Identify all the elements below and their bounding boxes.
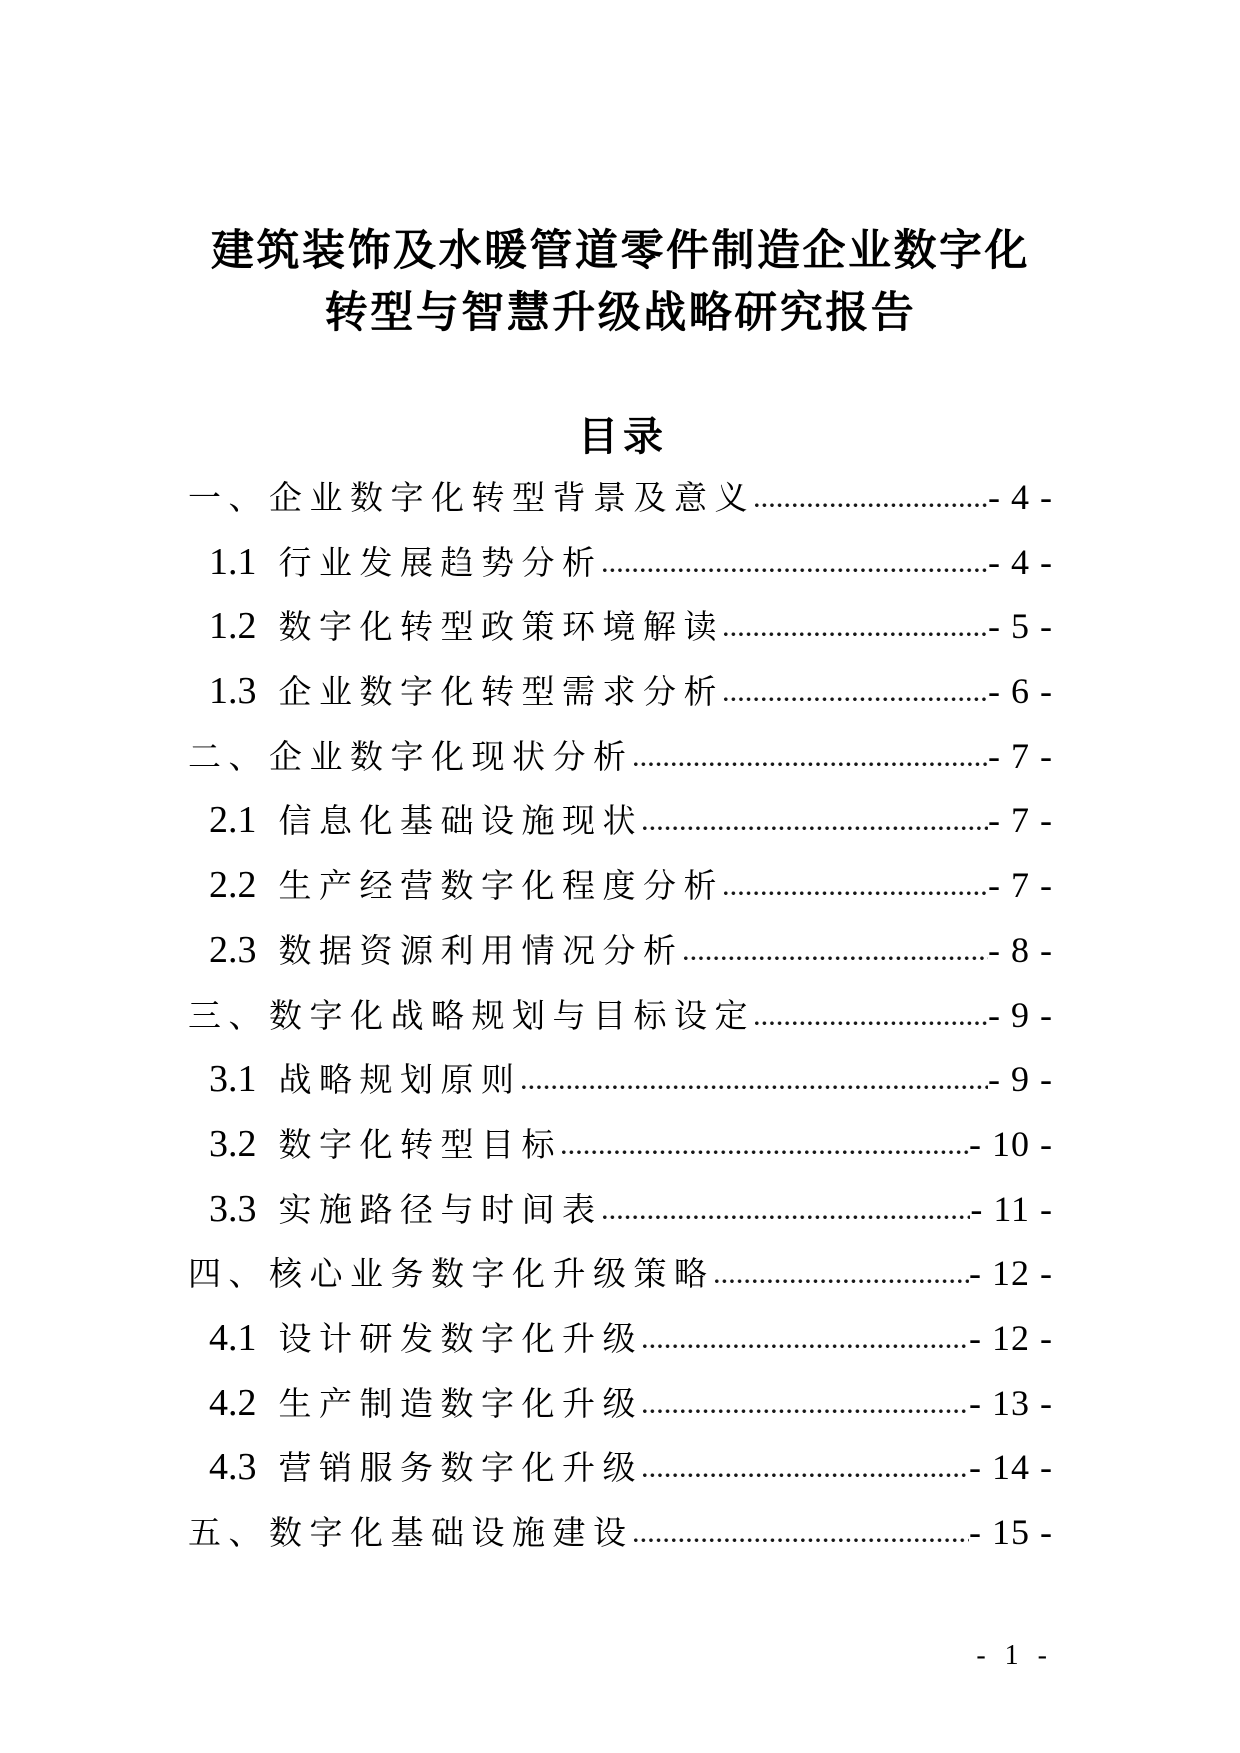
toc-leader-dots <box>684 953 989 962</box>
toc-entry-label <box>209 1306 643 1371</box>
toc-leader-dots <box>562 1147 969 1156</box>
toc-entry-page: - 9 - <box>988 1059 1053 1100</box>
toc-entry-number: 4.1 <box>209 1316 257 1359</box>
toc-entry-number: 4.2 <box>209 1381 257 1424</box>
toc-entry-text: 设计研发数字化升级 <box>278 1321 643 1358</box>
toc-entry-number: 3.2 <box>209 1122 257 1165</box>
toc-entry[interactable] <box>188 1435 1053 1500</box>
toc-entry[interactable] <box>188 1500 1053 1565</box>
toc-entry-page: - 10 - <box>969 1123 1053 1164</box>
document-title-line1: 建筑装饰及水暖管道零件制造企业数字化 <box>211 227 1030 275</box>
toc-leader-dots <box>715 1276 970 1285</box>
toc-entry[interactable] <box>188 594 1053 659</box>
toc-leader-dots <box>643 1341 969 1350</box>
toc-leader-dots <box>724 888 988 897</box>
toc-entry-label <box>188 985 755 1048</box>
toc-leader-dots <box>724 694 988 703</box>
toc-leader-dots <box>603 565 989 574</box>
toc-entry-number: 四、 <box>188 1257 269 1294</box>
toc-leader-dots <box>603 1212 971 1221</box>
toc-entry-text: 企业数字化现状分析 <box>269 739 634 776</box>
toc-entry[interactable] <box>188 465 1053 530</box>
toc-entry[interactable] <box>188 788 1053 853</box>
toc-entry-text: 数据资源利用情况分析 <box>278 933 684 970</box>
toc-entry-page: - 8 - <box>988 929 1053 970</box>
toc-entry-number: 1.3 <box>209 670 257 713</box>
toc-entry-number: 3.1 <box>209 1058 257 1101</box>
toc-entry[interactable] <box>188 659 1053 724</box>
toc-entry-label <box>188 467 755 530</box>
toc-entry-number: 1.2 <box>209 605 257 648</box>
toc-entry-page: - 11 - <box>970 1188 1053 1229</box>
toc-entry-page: - 7 - <box>988 735 1053 776</box>
toc-leader-dots <box>634 1535 970 1544</box>
toc-entry-label <box>209 1371 643 1436</box>
toc-entry-number: 三、 <box>188 998 269 1035</box>
toc-entry-page: - 9 - <box>988 994 1053 1035</box>
toc-entry-text: 营销服务数字化升级 <box>278 1451 643 1488</box>
toc-leader-dots <box>643 1470 969 1479</box>
toc-entry[interactable] <box>188 724 1053 789</box>
toc-leader-dots <box>643 823 988 832</box>
toc-entry-text: 生产经营数字化程度分析 <box>278 869 724 906</box>
toc-entry-number: 4.3 <box>209 1446 257 1489</box>
toc-entry-number: 五、 <box>188 1516 269 1552</box>
toc-entry[interactable] <box>188 1241 1053 1306</box>
toc-entry[interactable] <box>188 983 1053 1048</box>
toc-entry-text: 核心业务数字化升级策略 <box>269 1257 715 1294</box>
toc-entry-label <box>188 1502 634 1565</box>
toc-leader-dots <box>522 1082 989 1091</box>
toc-entry-text: 生产制造数字化升级 <box>278 1386 643 1423</box>
toc-entry-text: 数字化转型政策环境解读 <box>278 610 724 647</box>
toc-leader-dots <box>755 500 988 509</box>
toc-entry[interactable] <box>188 853 1053 918</box>
toc-leader-dots <box>634 759 989 768</box>
toc-entry-label <box>209 1047 522 1112</box>
toc-entry-page: - 4 - <box>988 541 1053 582</box>
page-number-footer: - 1 - <box>976 1639 1053 1671</box>
toc-entry-label <box>209 1177 603 1242</box>
toc-entry-page: - 12 - <box>969 1253 1053 1294</box>
toc-entry-number: 2.3 <box>209 928 257 971</box>
toc-entry-label <box>188 726 634 789</box>
toc-entry-label <box>188 1243 715 1306</box>
toc-entry-label <box>209 853 724 918</box>
toc-entry-text: 企业数字化转型需求分析 <box>278 675 724 712</box>
toc-list <box>188 465 1053 1565</box>
document-title <box>188 220 1053 344</box>
toc-entry[interactable] <box>188 1112 1053 1177</box>
toc-entry-label <box>209 918 684 983</box>
toc-entry-number: 二、 <box>188 739 269 776</box>
toc-entry-page: - 12 - <box>969 1317 1053 1358</box>
toc-entry[interactable] <box>188 1047 1053 1112</box>
toc-entry-number: 2.2 <box>209 864 257 907</box>
toc-entry-number: 2.1 <box>209 799 257 842</box>
toc-leader-dots <box>724 629 988 638</box>
toc-heading: 目录 <box>578 415 668 459</box>
toc-leader-dots <box>755 1018 988 1027</box>
toc-entry-page: - 5 - <box>988 606 1053 647</box>
toc-entry-number: 1.1 <box>209 540 257 583</box>
toc-entry-text: 信息化基础设施现状 <box>278 804 643 841</box>
toc-entry[interactable] <box>188 1177 1053 1242</box>
toc-entry-text: 战略规划原则 <box>278 1063 522 1100</box>
toc-entry-label <box>209 659 724 724</box>
toc-entry-label <box>209 1435 643 1500</box>
toc-entry[interactable] <box>188 918 1053 983</box>
toc-entry-page: - 15 - <box>969 1512 1053 1552</box>
toc-entry-page: - 7 - <box>988 800 1053 841</box>
toc-entry-page: - 14 - <box>969 1447 1053 1488</box>
toc-entry-text: 数字化转型目标 <box>278 1127 562 1164</box>
toc-entry-number: 3.3 <box>209 1187 257 1230</box>
toc-entry-text: 数字化战略规划与目标设定 <box>269 998 755 1035</box>
toc-entry-text: 数字化基础设施建设 <box>269 1516 634 1552</box>
toc-entry-page: - 13 - <box>969 1382 1053 1423</box>
toc-entry-number: 一、 <box>188 481 269 517</box>
toc-entry-label <box>209 594 724 659</box>
toc-entry-label <box>209 788 643 853</box>
toc-entry-text: 企业数字化转型背景及意义 <box>269 481 755 517</box>
toc-entry[interactable] <box>188 1306 1053 1371</box>
toc-entry[interactable] <box>188 530 1053 595</box>
toc-entry-label <box>209 530 603 595</box>
toc-entry-page: - 4 - <box>988 477 1053 517</box>
toc-entry-text: 实施路径与时间表 <box>278 1192 603 1229</box>
toc-entry-label <box>209 1112 562 1177</box>
document-title-line2: 转型与智慧升级战略研究报告 <box>324 289 917 337</box>
toc-entry-page: - 6 - <box>988 671 1053 712</box>
toc-leader-dots <box>643 1406 969 1415</box>
toc-entry[interactable] <box>188 1371 1053 1436</box>
toc-entry-page: - 7 - <box>988 865 1053 906</box>
toc-entry-text: 行业发展趋势分析 <box>278 545 603 582</box>
